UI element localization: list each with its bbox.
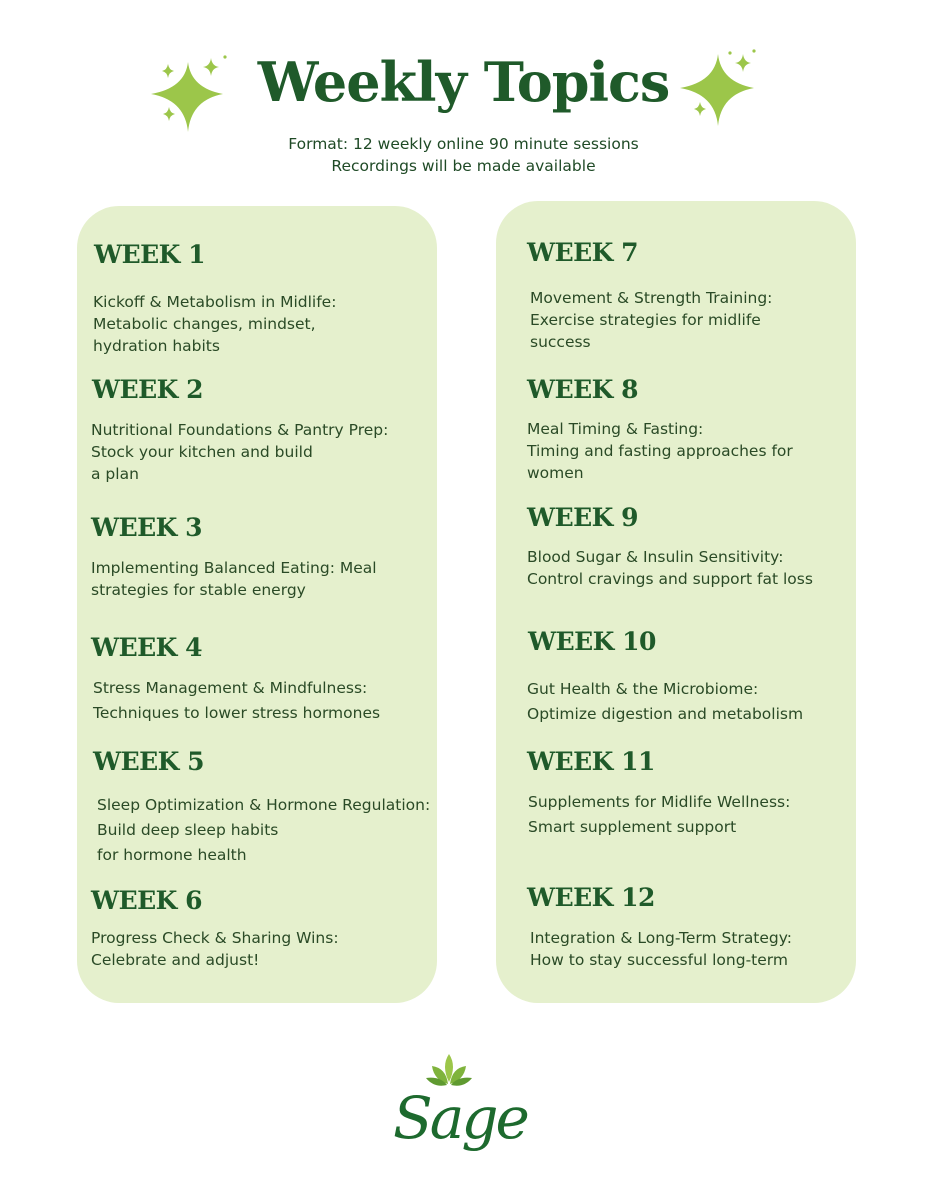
week-10-line-1: Gut Health & the Microbiome: (527, 680, 759, 698)
week-9-line-2: Control cravings and support fat loss (527, 570, 813, 588)
page-title: Weekly Topics (257, 50, 670, 114)
week-3-line-1: Implementing Balanced Eating: Meal (91, 559, 377, 577)
week-3-heading: WEEK 3 (91, 513, 203, 542)
sage-logo (393, 1050, 527, 1165)
week-11-line-2: Smart supplement support (528, 818, 737, 836)
week-8-line-3: women (527, 464, 584, 482)
week-12-line-1: Integration & Long-Term Strategy: (530, 929, 793, 947)
week-12-description (530, 927, 792, 971)
logo-wordmark: Sage (393, 1084, 527, 1152)
week-4-heading: WEEK 4 (91, 633, 203, 662)
week-2-line-1: Nutritional Foundations & Pantry Prep: (91, 421, 389, 439)
week-11-description (528, 790, 790, 840)
week-9-description (527, 546, 813, 590)
page-subtitle (0, 133, 927, 177)
week-8-heading: WEEK 8 (527, 375, 639, 404)
week-1-line-3: hydration habits (93, 337, 220, 355)
week-3-line-2: strategies for stable energy (91, 581, 306, 599)
week-3-description (91, 557, 377, 601)
week-1-description (93, 291, 336, 357)
week-5-line-1: Sleep Optimization & Hormone Regulation: (97, 796, 431, 814)
subtitle-format: Format: 12 weekly online 90 minute sessions (288, 135, 639, 153)
week-4-line-2: Techniques to lower stress hormones (93, 704, 381, 722)
week-10-description (527, 677, 803, 727)
week-6-heading: WEEK 6 (91, 886, 203, 915)
week-8-line-2: Timing and fasting approaches for (527, 442, 793, 460)
week-2-line-3: a plan (91, 465, 139, 483)
week-10-heading: WEEK 10 (528, 627, 656, 656)
week-9-line-1: Blood Sugar & Insulin Sensitivity: (527, 548, 784, 566)
week-1-heading: WEEK 1 (94, 240, 206, 269)
subtitle-recordings: Recordings will be made available (331, 157, 596, 175)
week-5-description (97, 793, 430, 868)
week-1-line-2: Metabolic changes, mindset, (93, 315, 316, 333)
week-6-description (91, 927, 339, 971)
week-2-heading: WEEK 2 (92, 375, 204, 404)
week-11-heading: WEEK 11 (527, 747, 655, 776)
week-7-line-2: Exercise strategies for midlife (530, 311, 761, 329)
week-8-description (527, 418, 793, 484)
week-2-line-2: Stock your kitchen and build (91, 443, 313, 461)
week-12-heading: WEEK 12 (527, 883, 655, 912)
week-6-line-1: Progress Check & Sharing Wins: (91, 929, 339, 947)
week-6-line-2: Celebrate and adjust! (91, 951, 260, 969)
week-7-line-1: Movement & Strength Training: (530, 289, 773, 307)
week-5-line-2: Build deep sleep habits (97, 821, 279, 839)
week-7-description (530, 287, 772, 353)
week-7-heading: WEEK 7 (527, 238, 639, 267)
week-12-line-2: How to stay successful long-term (530, 951, 788, 969)
week-7-line-3: success (530, 333, 591, 351)
week-4-line-1: Stress Management & Mindfulness: (93, 679, 368, 697)
week-10-line-2: Optimize digestion and metabolism (527, 705, 804, 723)
week-2-description (91, 419, 388, 485)
week-9-heading: WEEK 9 (527, 503, 639, 532)
week-8-line-1: Meal Timing & Fasting: (527, 420, 704, 438)
week-1-line-1: Kickoff & Metabolism in Midlife: (93, 293, 337, 311)
week-5-line-3: for hormone health (97, 846, 247, 864)
week-5-heading: WEEK 5 (93, 747, 205, 776)
week-4-description (93, 676, 380, 726)
week-11-line-1: Supplements for Midlife Wellness: (528, 793, 791, 811)
